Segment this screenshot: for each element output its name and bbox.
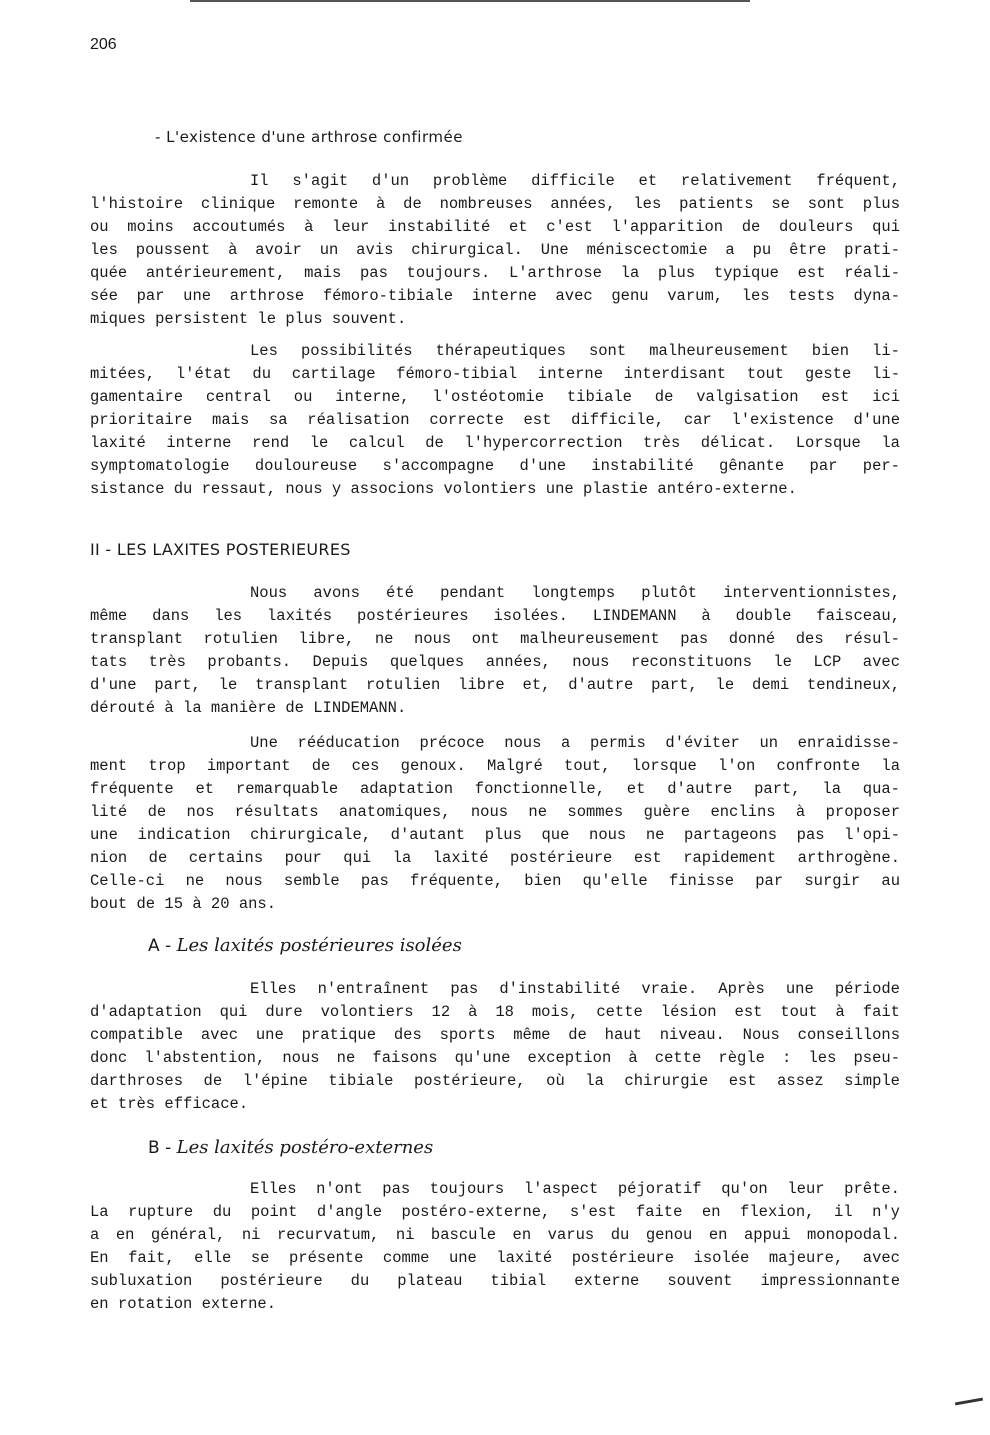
text-line: sée par une arthrose fémoro-tibiale interne avec genu varum, les tests dyna- (90, 287, 900, 305)
text-line: nion de certains pour qui la laxité postérieure est rapidement arthrogène. (90, 849, 900, 867)
paragraph-interventionist-history (90, 582, 900, 720)
text-line: laxité interne rend le calcul de l'hypercorrection très délicat. Lorsque la (90, 434, 900, 452)
text-line: ou moins accoutumés à leur instabilité et c'est l'apparition de douleurs qui (90, 218, 900, 236)
text-line: La rupture du point d'angle postéro-externe, s'est faite en flexion, il n'y (90, 1203, 900, 1221)
subheading-title: Les laxités postéro-externes (176, 1137, 434, 1158)
subheading-title: Les laxités postérieures isolées (176, 935, 462, 956)
text-line: en rotation externe. (90, 1295, 277, 1313)
text-line: l'histoire clinique remonte à de nombreuses années, les patients se sont plus (90, 195, 900, 213)
subheading-a (148, 935, 462, 957)
text-line: compatible avec une pratique des sports même de haut niveau. Nous conseillons (90, 1026, 900, 1044)
text-line: Les possibilités thérapeutiques sont malheureusement bien li- (250, 342, 900, 360)
paragraph-therapeutic-options (90, 340, 900, 501)
paragraph-postero-external (90, 1178, 900, 1316)
text-line: Une rééducation précoce nous a permis d'éviter un enraidisse- (250, 734, 900, 752)
text-line: a en général, ni recurvatum, ni bascule en varus du genou en appui monopodal. (90, 1226, 900, 1244)
text-line: fréquente et remarquable adaptation fonctionnelle, et d'autre part, la qua- (90, 780, 900, 798)
text-line: prioritaire mais sa réalisation correcte est difficile, car l'existence d'une (90, 411, 900, 429)
text-line: En fait, elle se présente comme une laxité postérieure isolée majeure, avec (90, 1249, 900, 1267)
text-line: tats très probants. Depuis quelques années, nous reconstituons le LCP avec (90, 653, 900, 671)
text-line: Celle-ci ne nous semble pas fréquente, bien qu'elle finisse par surgir au (90, 872, 900, 890)
text-line: une indication chirurgicale, d'autant plus que nous ne partageons pas l'opi- (90, 826, 900, 844)
text-line: Elles n'entraînent pas d'instabilité vraie. Après une période (250, 980, 900, 998)
text-line: d'adaptation qui dure volontiers 12 à 18 mois, cette lésion est tout à fait (90, 1003, 900, 1021)
subheading-label: A - (148, 936, 177, 956)
top-rule (190, 0, 750, 2)
page-number: 206 (90, 36, 117, 53)
text-line: ment trop important de ces genoux. Malgré tout, lorsque l'on confronte la (90, 757, 900, 775)
text-line: gamentaire central ou interne, l'ostéotomie tibiale de valgisation est ici (90, 388, 900, 406)
text-line: transplant rotulien libre, ne nous ont malheureusement pas donné des résul- (90, 630, 900, 648)
text-line: et très efficace. (90, 1095, 249, 1113)
text-line: dérouté à la manière de LINDEMANN. (90, 699, 407, 717)
text-line: lité de nos résultats anatomiques, nous ne sommes guère enclins à proposer (90, 803, 900, 821)
paragraph-arthrose-intro (90, 170, 900, 331)
text-line: même dans les laxités postérieures isolées. LINDEMANN à double faisceau, (90, 607, 900, 625)
text-line: les poussent à avoir un avis chirurgical. Une méniscectomie a pu être prati- (90, 241, 900, 259)
text-line: Elles n'ont pas toujours l'aspect péjoratif qu'on leur prête. (250, 1180, 900, 1198)
text-line: mitées, l'état du cartilage fémoro-tibial interne interdisant tout geste li- (90, 365, 900, 383)
paragraph-reeducation (90, 732, 900, 916)
text-line: quée antérieurement, mais pas toujours. L'arthrose la plus typique est réali- (90, 264, 900, 282)
text-line: Nous avons été pendant longtemps plutôt interventionnistes, (250, 584, 900, 602)
text-line: bout de 15 à 20 ans. (90, 895, 277, 913)
subheading-b (148, 1137, 433, 1159)
text-line: subluxation postérieure du plateau tibial externe souvent impressionnante (90, 1272, 900, 1290)
text-line: donc l'abstention, nous ne faisons qu'une exception à cette règle : les pseu- (90, 1049, 900, 1067)
text-line: sistance du ressaut, nous y associons volontiers une plastie antéro-externe. (90, 480, 797, 498)
text-line: d'une part, le transplant rotulien libre et, d'autre part, le demi tendineux, (90, 676, 900, 694)
margin-mark (955, 1398, 983, 1406)
part-heading: II - LES LAXITES POSTERIEURES (90, 540, 351, 559)
text-line: Il s'agit d'un problème difficile et relativement fréquent, (250, 172, 900, 190)
text-line: miques persistent le plus souvent. (90, 310, 407, 328)
subheading-label: B - (148, 1138, 177, 1158)
section-heading: - L'existence d'une arthrose confirmée (155, 128, 463, 146)
paragraph-isolated-laxities (90, 978, 900, 1116)
text-line: darthroses de l'épine tibiale postérieure, où la chirurgie est assez simple (90, 1072, 900, 1090)
text-line: symptomatologie douloureuse s'accompagne d'une instabilité gênante par per- (90, 457, 900, 475)
